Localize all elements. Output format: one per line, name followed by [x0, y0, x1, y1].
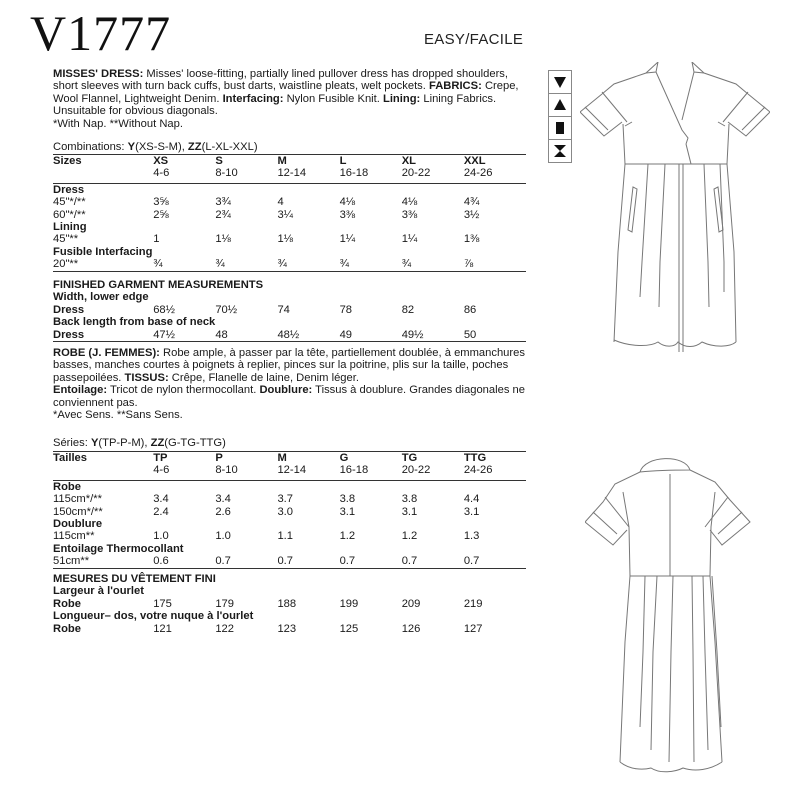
size-code: L: [340, 155, 402, 168]
yardage-value: 3.1: [339, 505, 356, 518]
measurement-value: 47½: [153, 329, 215, 342]
combo-prefix: Combinations:: [53, 141, 128, 153]
lining-heading: Lining:: [382, 92, 421, 105]
measurement-value: 219: [463, 597, 483, 610]
yardage-value: 1.0: [215, 530, 231, 543]
measurement-value: 68½: [153, 303, 175, 316]
measurement-value: 121: [153, 622, 172, 635]
fr-entoilage-heading: Entoilage:: [53, 384, 108, 397]
size-range: 24-26: [464, 464, 526, 480]
series-zz-sizes: (G-TG-TTG): [164, 437, 226, 449]
symbol-key: [548, 70, 572, 163]
english-description: [53, 68, 531, 130]
measurement-row: [53, 623, 526, 635]
yardage-section: Dress: [53, 183, 85, 196]
yardage-value: 2.4: [153, 505, 169, 518]
fr-doublure-heading: Doublure:: [259, 384, 313, 397]
measurement-row-label: Dress: [53, 303, 85, 316]
yardage-value: 4⅛: [339, 196, 356, 209]
yardage-value: 1.3: [463, 530, 480, 543]
yardage-value: 3.1: [401, 505, 418, 518]
measurement-value: 175: [153, 597, 172, 610]
size-range: 20-22: [402, 167, 464, 183]
yardage-value: 1.2: [401, 530, 418, 543]
yardage-row: [53, 506, 526, 518]
fr-tissus-heading: TISSUS:: [124, 371, 169, 384]
measurement-label: Back length from base of neck: [53, 316, 216, 329]
fabric-width: 60"*/**: [53, 208, 86, 221]
finished-title: FINISHED GARMENT MEASUREMENTS: [53, 279, 264, 291]
yardage-section: Robe: [53, 480, 81, 493]
measurement-value: 123: [277, 622, 297, 635]
measurement-value: 122: [215, 622, 234, 635]
english-yardage-table: [53, 154, 526, 272]
measurement-row-label: Robe: [53, 622, 81, 635]
yardage-value: ⅞: [464, 258, 526, 271]
measurement-label: Longueur– dos, votre nuque à l'ourlet: [53, 610, 254, 623]
yardage-row: [53, 493, 526, 505]
measurement-value: 70½: [215, 303, 238, 316]
measurement-value: 86: [463, 303, 477, 316]
measurement-value: 82: [401, 303, 415, 316]
hourglass-icon: [549, 140, 571, 162]
size-range: 8-10: [215, 464, 277, 480]
yardage-value: 4.4: [463, 493, 480, 506]
fabric-width: 51cm**: [53, 555, 153, 568]
yardage-value: ¾: [277, 258, 339, 271]
measurement-row-label: Robe: [53, 597, 81, 610]
measurement-value: 127: [463, 622, 483, 635]
fabrics-text: Crepe, Wool Flannel, Lightweight Denim.: [53, 80, 519, 105]
fr-desc-text: Robe ample, à passer par la tête, partiellement doublée, à emmanchures basses, manches courtes à poignets à replier, pinces sur la poitrine, plis sur la taille, poches passepoilées.: [53, 347, 525, 384]
size-range: 16-18: [340, 167, 402, 183]
triangle-up-icon: [549, 94, 571, 117]
measurement-row: [53, 329, 526, 342]
size-range: 12-14: [277, 464, 339, 480]
dress-back-view: [585, 452, 765, 787]
interfacing-heading: Interfacing:: [222, 92, 284, 105]
yardage-row: [53, 233, 526, 245]
measurement-label: Width, lower edge: [53, 291, 149, 304]
yardage-value: 0.7: [277, 555, 339, 568]
measurement-value: 188: [277, 597, 297, 610]
yardage-value: 1¼: [401, 233, 418, 246]
size-code: XS: [153, 155, 215, 168]
yardage-value: 3.8: [401, 493, 418, 506]
french-yardage-table: [53, 451, 526, 569]
size-range: 12-14: [277, 167, 339, 183]
combinations-line: [53, 141, 258, 154]
nap-note: *With Nap. **Without Nap.: [53, 117, 183, 130]
fr-entoilage-text: Tricot de nylon thermocollant.: [107, 384, 260, 397]
size-range: 4-6: [153, 464, 215, 480]
yardage-value: 0.7: [464, 555, 526, 568]
yardage-value: 0.6: [153, 555, 215, 568]
size-range: 16-18: [340, 464, 402, 480]
measurement-value: 49½: [402, 329, 464, 342]
size-code: TG: [402, 452, 464, 465]
series-zz: ZZ: [150, 437, 165, 449]
series-line: [53, 437, 226, 449]
series-prefix: Séries:: [53, 437, 91, 449]
yardage-value: 3⅜: [339, 208, 356, 221]
yardage-value: 1¼: [339, 233, 356, 246]
measurement-value: 49: [340, 329, 402, 342]
yardage-value: 1: [153, 233, 160, 246]
yardage-value: ¾: [215, 258, 277, 271]
difficulty-label: EASY/FACILE: [424, 31, 524, 48]
yardage-value: 4⅛: [401, 196, 418, 209]
combo-zz-sizes: (L-XL-XXL): [201, 141, 258, 153]
yardage-value: 1⅜: [463, 233, 480, 246]
measurement-value: 48: [215, 329, 277, 342]
combo-y: Y: [127, 141, 136, 153]
yardage-value: 1⅛: [215, 233, 231, 246]
yardage-value: ¾: [402, 258, 464, 271]
blank-cell: [53, 464, 153, 480]
desc-heading: MISSES' DRESS:: [53, 68, 144, 80]
series-y: Y: [90, 437, 99, 449]
yardage-section: Doublure: [53, 518, 103, 531]
fr-nap-note: *Avec Sens. **Sans Sens.: [53, 409, 183, 422]
size-code: S: [215, 155, 277, 168]
yardage-row: [53, 196, 526, 208]
size-code: TP: [153, 452, 215, 465]
measurement-row: [53, 598, 526, 610]
yardage-value: 3.0: [277, 505, 294, 518]
measurement-value: 78: [339, 303, 353, 316]
size-range: 4-6: [153, 167, 215, 183]
size-code: XL: [402, 155, 464, 168]
measurement-value: 125: [339, 622, 359, 635]
yardage-value: 1.0: [153, 530, 169, 543]
yardage-row: [53, 258, 526, 271]
combo-zz: ZZ: [187, 141, 202, 153]
dress-front-view: [580, 62, 770, 402]
yardage-value: ¾: [340, 258, 402, 271]
fabric-width: 115cm*/**: [53, 493, 102, 506]
yardage-section: Lining: [53, 221, 87, 234]
yardage-value: 3.4: [153, 493, 169, 506]
yardage-value: 3¾: [215, 196, 231, 209]
fabric-width: 45"*/**: [53, 196, 86, 209]
sizes-label: Tailles: [53, 452, 153, 465]
measurement-value: 199: [339, 597, 359, 610]
yardage-value: 0.7: [402, 555, 464, 568]
yardage-value: 0.7: [340, 555, 402, 568]
measurement-value: 50: [464, 329, 526, 342]
measurement-value: 74: [277, 303, 290, 316]
pattern-number: V1777: [30, 5, 172, 61]
measurement-value: 126: [401, 622, 421, 635]
yardage-value: 3⅝: [153, 196, 169, 209]
fabric-width: 115cm**: [53, 530, 95, 543]
measurement-value: 48½: [277, 329, 339, 342]
yardage-value: 1⅛: [277, 233, 294, 246]
yardage-value: 4: [277, 196, 284, 209]
fabric-width: 20"**: [53, 258, 153, 271]
sizes-label: Sizes: [53, 155, 153, 168]
measurement-row: [53, 304, 526, 316]
series-y-sizes: (TP-P-M),: [98, 437, 151, 449]
size-code: XXL: [464, 155, 526, 168]
size-range: 20-22: [402, 464, 464, 480]
yardage-value: 1.1: [277, 530, 294, 543]
fr-tissus-text: Crêpe, Flanelle de laine, Denim léger.: [168, 371, 359, 384]
size-code: P: [215, 452, 277, 465]
size-range: 8-10: [215, 167, 277, 183]
yardage-section: Fusible Interfacing: [53, 245, 153, 258]
interfacing-text: Nylon Fusible Knit.: [283, 92, 383, 105]
yardage-value: 0.7: [215, 555, 277, 568]
french-description: [53, 347, 531, 421]
lining-text: Lining Fabrics. Unsuitable for obvious diagonals.: [53, 92, 497, 118]
desc-text: Misses' loose-fitting, partially lined pullover dress has dropped shoulders, short sleeves with turn back cuffs, bust darts, waistline pleats, welt pockets.: [53, 68, 508, 93]
fr-doublure-text: Tissus à doublure. Grandes diagonales ne conviennent pas.: [53, 384, 525, 409]
fabrics-heading: FABRICS:: [429, 80, 482, 93]
yardage-value: 2.6: [215, 505, 231, 518]
measurement-label: Largeur à l'ourlet: [53, 585, 144, 598]
yardage-value: 3.1: [463, 505, 480, 518]
yardage-value: 2¾: [215, 208, 231, 221]
yardage-row: [53, 530, 526, 542]
yardage-value: 3½: [463, 208, 480, 221]
size-code: TTG: [464, 452, 526, 465]
yardage-value: 3¼: [277, 208, 294, 221]
yardage-value: 3.8: [339, 493, 356, 506]
size-code: M: [277, 452, 339, 465]
square-icon: [549, 117, 571, 140]
yardage-value: 1.2: [339, 530, 356, 543]
english-finished-measurements: [53, 279, 526, 342]
yardage-row: [53, 209, 526, 221]
yardage-value: 3⅜: [401, 208, 418, 221]
measurement-row-label: Dress: [53, 329, 153, 342]
size-code: G: [340, 452, 402, 465]
yardage-value: 3.4: [215, 493, 231, 506]
size-range: 24-26: [464, 167, 526, 183]
triangle-down-icon: [549, 71, 571, 94]
yardage-value: ¾: [153, 258, 215, 271]
yardage-value: 3.7: [277, 493, 294, 506]
fr-desc-heading: ROBE (J. FEMMES):: [53, 347, 160, 359]
yardage-value: 2⅝: [153, 208, 169, 221]
french-finished-measurements: [53, 573, 526, 635]
fabric-width: 150cm*/**: [53, 505, 103, 518]
measurement-value: 209: [401, 597, 421, 610]
fabric-width: 45"**: [53, 233, 79, 246]
size-code: M: [277, 155, 339, 168]
blank-cell: [53, 167, 153, 183]
yardage-row: [53, 555, 526, 568]
yardage-value: 4¾: [463, 196, 480, 209]
yardage-section: Entoilage Thermocollant: [53, 542, 184, 555]
finished-title: MESURES DU VÊTEMENT FINI: [53, 573, 216, 585]
measurement-value: 179: [215, 597, 234, 610]
combo-y-sizes: (XS-S-M),: [135, 141, 188, 153]
